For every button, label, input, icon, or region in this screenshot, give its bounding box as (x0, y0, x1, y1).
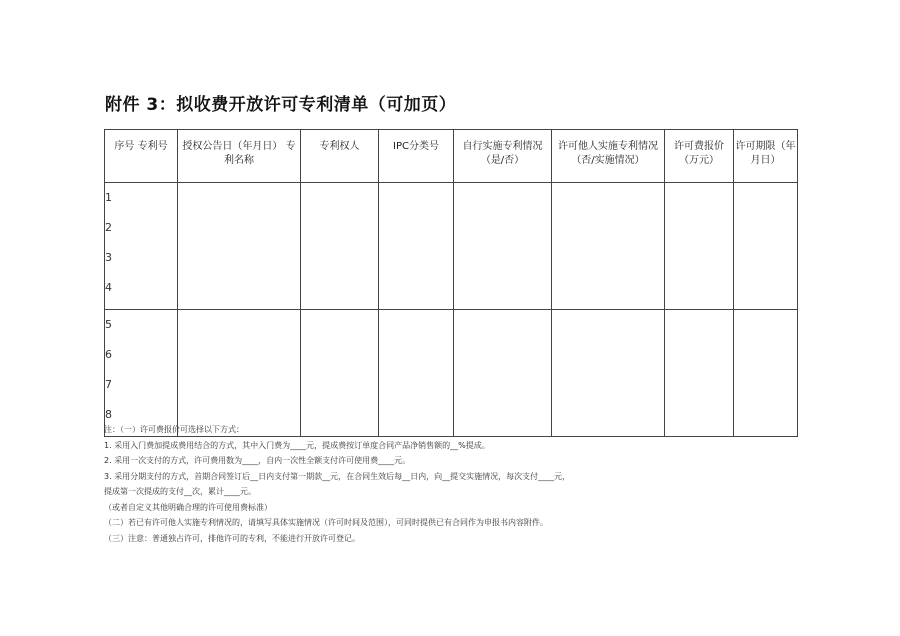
row-number: 1 (105, 191, 112, 204)
page-title: 附件 3：拟收费开放许可专利清单（可加页） (105, 95, 457, 115)
table-cell[interactable] (178, 310, 301, 437)
table-cell[interactable] (454, 183, 552, 310)
table-cell[interactable] (552, 183, 665, 310)
header-grant-date-name: 授权公告日（年月日） 专利名称 (178, 130, 301, 183)
row-number: 2 (105, 221, 112, 234)
table-cell[interactable] (552, 310, 665, 437)
row-number-cell (105, 183, 178, 310)
notes-section (104, 422, 804, 546)
patent-list-table (104, 129, 798, 437)
table-cell[interactable] (301, 183, 379, 310)
header-patentee: 专利权人 (301, 130, 379, 183)
header-license-term: 许可期限（年月日） (734, 130, 798, 183)
table-row (105, 183, 798, 310)
table-header-row (105, 130, 798, 183)
header-licensing-status: 许可他人实施专利情况（否/实施情况） (552, 130, 665, 183)
note-line: 2. 采用一次支付的方式，许可费用数为____，自内一次性全额支付许可使用费____元。 (104, 456, 411, 465)
table-cell[interactable] (379, 310, 454, 437)
row-number: 4 (105, 281, 112, 294)
note-line: （或者自定义其他明确合理的许可使用费标准） (104, 502, 272, 512)
row-number: 6 (105, 348, 112, 361)
header-seq-patent-no: 序号 专利号 (105, 130, 178, 183)
table-cell[interactable] (734, 183, 798, 310)
table-cell[interactable] (665, 183, 734, 310)
table-cell[interactable] (178, 183, 301, 310)
table-cell[interactable] (454, 310, 552, 437)
note-line: 提成第一次提成的支付__次，累计____元。 (104, 487, 256, 496)
header-ipc-class: IPC分类号 (379, 130, 454, 183)
note-line: （三）注意：普通独占许可，排他许可的专利，不能进行开放许可登记。 (104, 533, 360, 543)
row-number: 5 (105, 318, 112, 331)
header-license-fee: 许可费报价（万元） (665, 130, 734, 183)
note-line: 注：（一）许可费报价可选择以下方式： (104, 425, 244, 434)
table-cell[interactable] (665, 310, 734, 437)
table-cell[interactable] (379, 183, 454, 310)
row-number: 3 (105, 251, 112, 264)
header-self-implementation: 自行实施专利情况（是/否） (454, 130, 552, 183)
table-cell[interactable] (734, 310, 798, 437)
row-number: 7 (105, 378, 112, 391)
note-line: 3. 采用分期支付的方式，首期合同签订后__日内支付第一期款__元，在合同生效后每__日内，向__提交实施情况，每次支付____元， (104, 471, 571, 481)
note-line: 1. 采用入门费加提成费用结合的方式，其中入门费为____元，提成费按订单度合同产品净销售额的__%提成。 (104, 440, 490, 450)
note-line: （二）若已有许可他人实施专利情况的，请填写具体实施情况（许可时间及范围），可同时提供已有合同作为申报书内容附件。 (104, 518, 548, 527)
row-number-cell (105, 310, 178, 437)
table-row (105, 310, 798, 437)
row-number: 8 (105, 408, 112, 421)
table-cell[interactable] (301, 310, 379, 437)
